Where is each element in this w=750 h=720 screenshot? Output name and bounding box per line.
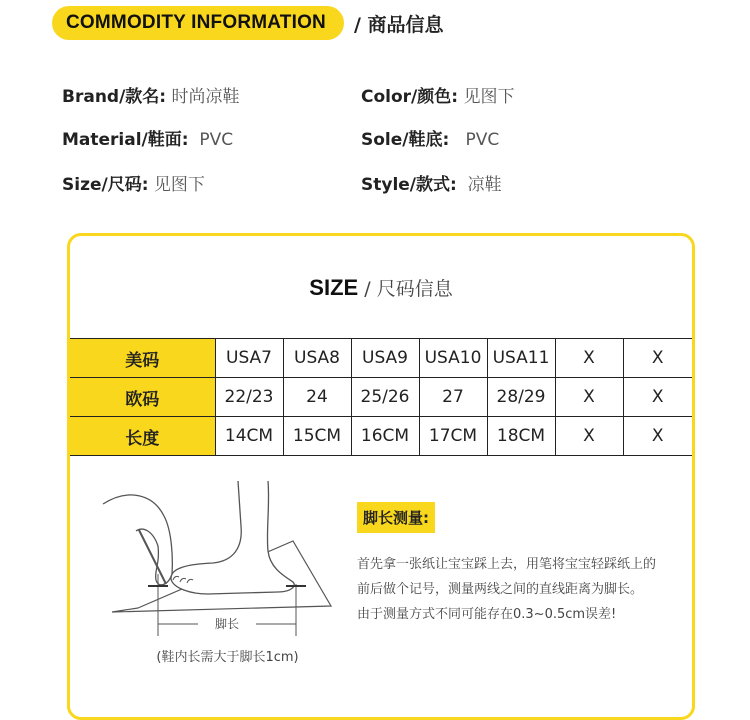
row-label: 欧码 bbox=[70, 378, 215, 417]
table-cell: USA10 bbox=[419, 339, 487, 378]
commodity-info-tag: COMMODITY INFORMATION bbox=[52, 6, 344, 40]
row-label: 美码 bbox=[70, 339, 215, 378]
info-sole: Sole/鞋底: PVC bbox=[361, 130, 500, 150]
table-cell: 27 bbox=[419, 378, 487, 417]
table-cell: X bbox=[623, 417, 692, 456]
table-cell: 25/26 bbox=[351, 378, 419, 417]
size-title: SIZE / 尺码信息 bbox=[309, 275, 453, 300]
table-cell: USA9 bbox=[351, 339, 419, 378]
info-style: Style/款式: 凉鞋 bbox=[361, 175, 502, 195]
hand-icon bbox=[103, 495, 172, 585]
info-size: Size/尺码: 见图下 bbox=[62, 175, 205, 195]
illustration-caption: (鞋内长需大于脚长1cm) bbox=[156, 650, 299, 665]
commodity-info-subtitle: / 商品信息 bbox=[353, 13, 444, 36]
table-row-length bbox=[70, 417, 692, 456]
table-cell: X bbox=[623, 339, 692, 378]
measure-desc-1: 首先拿一张纸让宝宝踩上去，用笔将宝宝轻踩纸上的前后做个记号，测量两线之间的直线距离为脚长。 bbox=[357, 557, 657, 597]
info-material: Material/鞋面: PVC bbox=[62, 130, 234, 150]
row-label: 长度 bbox=[70, 417, 215, 456]
table-cell: USA8 bbox=[283, 339, 351, 378]
size-panel bbox=[67, 233, 695, 720]
table-row-us bbox=[70, 339, 692, 378]
size-table bbox=[70, 338, 692, 456]
table-row-eu bbox=[70, 378, 692, 417]
table-cell: 14CM bbox=[215, 417, 283, 456]
table-cell: 22/23 bbox=[215, 378, 283, 417]
info-brand: Brand/款名: 时尚凉鞋 bbox=[62, 87, 240, 107]
table-cell: 24 bbox=[283, 378, 351, 417]
table-cell: X bbox=[555, 378, 623, 417]
table-cell: USA7 bbox=[215, 339, 283, 378]
table-cell: 28/29 bbox=[487, 378, 555, 417]
measure-desc-2: 由于测量方式不同可能存在0.3~0.5cm误差! bbox=[357, 607, 617, 622]
table-cell: X bbox=[555, 417, 623, 456]
foot-length-label: 脚长 bbox=[214, 617, 240, 631]
table-cell: X bbox=[623, 378, 692, 417]
table-cell: X bbox=[555, 339, 623, 378]
table-cell: 16CM bbox=[351, 417, 419, 456]
table-cell: USA11 bbox=[487, 339, 555, 378]
measure-description bbox=[357, 552, 662, 627]
table-cell: 15CM bbox=[283, 417, 351, 456]
section-header bbox=[52, 6, 444, 40]
info-color: Color/颜色: 见图下 bbox=[361, 87, 515, 107]
table-cell: 18CM bbox=[487, 417, 555, 456]
table-cell: 17CM bbox=[419, 417, 487, 456]
foot-icon bbox=[171, 481, 294, 594]
measure-title: 脚长测量: bbox=[357, 502, 435, 533]
